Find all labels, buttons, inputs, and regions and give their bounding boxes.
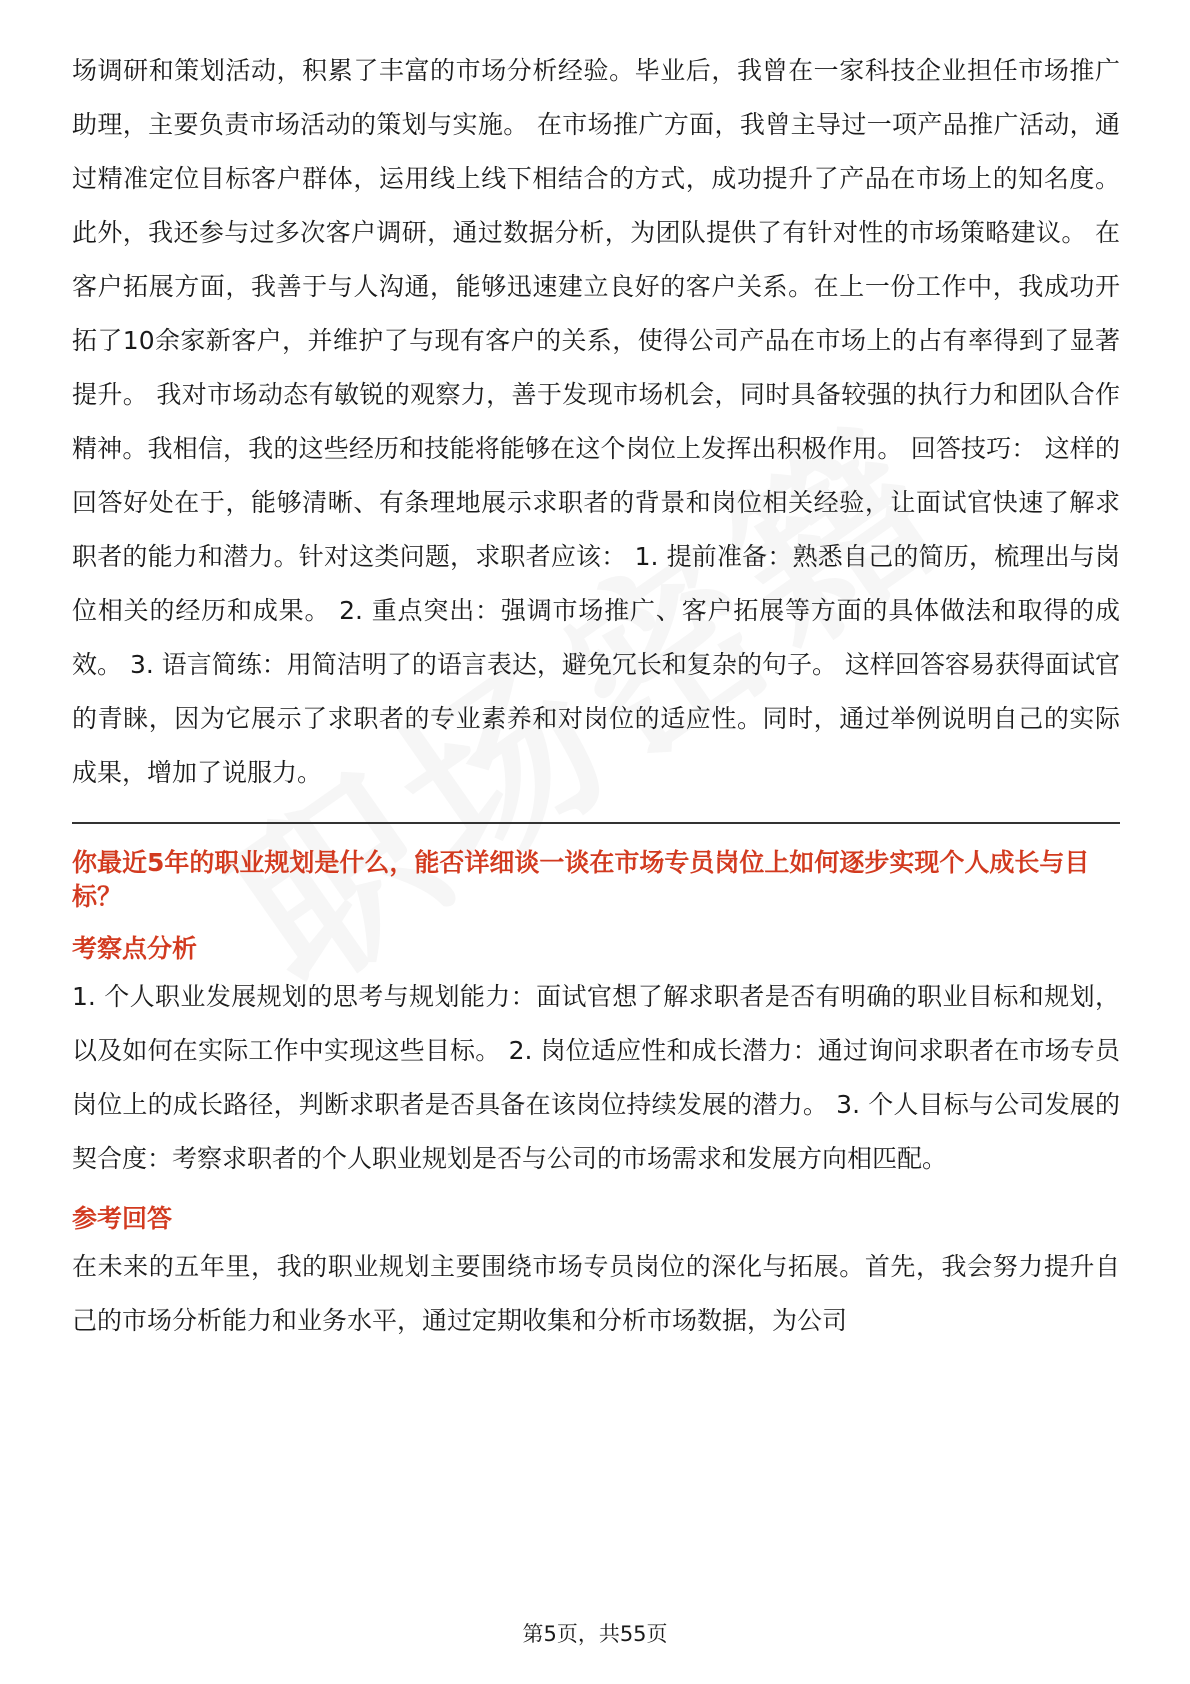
analysis-paragraph: 1. 个人职业发展规划的思考与规划能力：面试官想了解求职者是否有明确的职业目标和规划，以及如何在实际工作中实现这些目标。 2. 岗位适应性和成长潜力：通过询问求职者在市场专员岗位上的成长路径，判断求职者是否具备在该岗位持续发展的潜力。 3. 个人目标与公司发展的契合度：考察求职者的个人职业规划是否与公司的市场需求和发展方向相匹配。	[72, 982, 1120, 1173]
analysis-heading: 考察点分析	[72, 934, 198, 963]
interview-question: 你最近5年的职业规划是什么，能否详细谈一谈在市场专员岗位上如何逐步实现个人成长与目标？	[72, 848, 1090, 911]
intro-paragraph: 场调研和策划活动，积累了丰富的市场分析经验。毕业后，我曾在一家科技企业担任市场推广助理，主要负责市场活动的策划与实施。 在市场推广方面，我曾主导过一项产品推广活动，通过精准定位目标客户群体，运用线上线下相结合的方式，成功提升了产品在市场上的知名度。此外，我还参与过多次客户调研，通过数据分析，为团队提供了有针对性的市场策略建议。 在客户拓展方面，我善于与人沟通，能够迅速建立良好的客户关系。在上一份工作中，我成功开拓了10余家新客户，并维护了与现有客户的关系，使得公司产品在市场上的占有率得到了显著提升。 我对市场动态有敏锐的观察力，善于发现市场机会，同时具备较强的执行力和团队合作精神。我相信，我的这些经历和技能将能够在这个岗位上发挥出积极作用。 回答技巧： 这样的回答好处在于，能够清晰、有条理地展示求职者的背景和岗位相关经验，让面试官快速了解求职者的能力和潜力。针对这类问题，求职者应该： 1. 提前准备：熟悉自己的简历，梳理出与岗位相关的经历和成果。 2. 重点突出：强调市场推广、客户拓展等方面的具体做法和取得的成效。 3. 语言简练：用简洁明了的语言表达，避免冗长和复杂的句子。 这样回答容易获得面试官的青睐，因为它展示了求职者的专业素养和对岗位的适应性。同时，通过举例说明自己的实际成果，增加了说服力。	[72, 56, 1120, 787]
document-body	[72, 44, 1120, 1348]
answer-heading: 参考回答	[72, 1204, 173, 1233]
answer-paragraph: 在未来的五年里，我的职业规划主要围绕市场专员岗位的深化与拓展。首先，我会努力提升自己的市场分析能力和业务水平，通过定期收集和分析市场数据，为公司	[72, 1252, 1120, 1335]
page-footer: 第5页，共55页	[522, 1622, 668, 1646]
section-divider	[72, 822, 1120, 824]
